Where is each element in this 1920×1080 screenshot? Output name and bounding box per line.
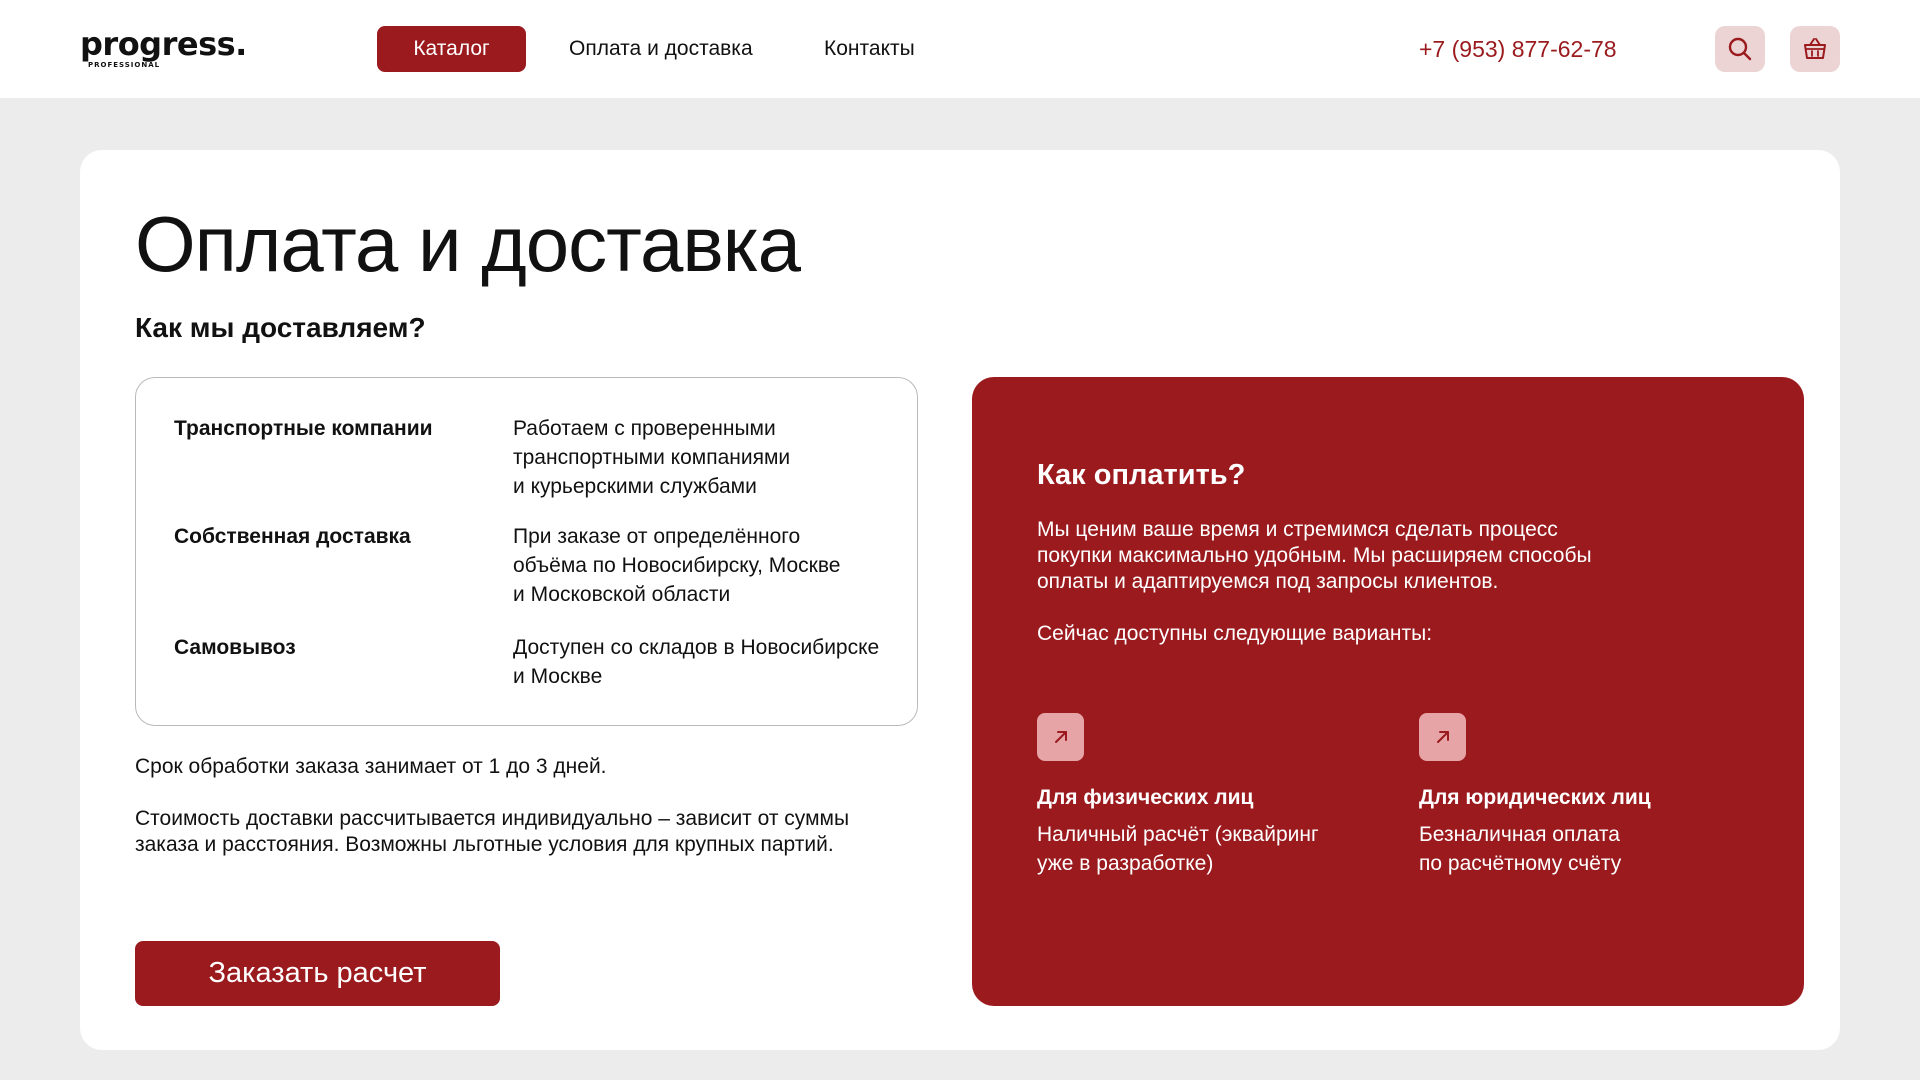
delivery-method-desc: При заказе от определённого объёма по Новосибирску, Москве и Московской области <box>513 525 841 606</box>
delivery-methods-box <box>135 377 918 726</box>
payment-option-link[interactable] <box>1037 713 1084 761</box>
delivery-method-desc: Доступен со складов в Новосибирске и Москве <box>513 636 880 688</box>
logo-wordmark: progress. <box>80 25 247 63</box>
cart-button[interactable] <box>1790 26 1840 72</box>
payment-option-title: Для физических лиц <box>1037 786 1254 809</box>
nav-payment-delivery-link[interactable]: Оплата и доставка <box>569 37 753 60</box>
search-icon <box>1727 36 1753 62</box>
site-header <box>0 0 1920 98</box>
delivery-method-desc: Работаем с проверенными транспортными компаниями и курьерскими службами <box>513 417 791 498</box>
payment-options-lead: Сейчас доступны следующие варианты: <box>1037 622 1433 645</box>
payment-panel <box>972 377 1804 1006</box>
logo-subtitle: PROFESSIONAL <box>88 61 161 69</box>
delivery-cost-note: Стоимость доставки рассчитывается индивидуально – зависит от суммы заказа и расстояния. Возможны льготные условия для крупных партий. <box>135 807 850 856</box>
nav-catalog-button[interactable]: Каталог <box>377 26 526 72</box>
payment-intro-text: Мы ценим ваше время и стремимся сделать процесс покупки максимально удобным. Мы расширяем способы оплаты и адаптируемся под запросы клиентов. <box>1037 518 1592 593</box>
payment-option-companies <box>1419 713 1759 878</box>
payment-heading: Как оплатить? <box>1037 459 1246 491</box>
cart-icon <box>1802 36 1828 62</box>
content-card <box>80 150 1840 1050</box>
logo[interactable] <box>80 25 247 72</box>
delivery-heading: Как мы доставляем? <box>135 312 426 343</box>
delivery-method-name: Самовывоз <box>174 636 296 659</box>
payment-option-desc: Безналичная оплата по расчётному счёту <box>1419 823 1622 875</box>
page-title: Оплата и доставка <box>135 200 801 288</box>
delivery-method-name: Транспортные компании <box>174 417 433 440</box>
phone-number-link[interactable]: +7 (953) 877-62-78 <box>1419 36 1617 62</box>
order-calculation-button[interactable]: Заказать расчет <box>135 941 500 1006</box>
arrow-up-right-icon <box>1433 727 1453 747</box>
delivery-method-name: Собственная доставка <box>174 525 411 548</box>
arrow-up-right-icon <box>1051 727 1071 747</box>
payment-option-desc: Наличный расчёт (эквайринг уже в разработке) <box>1037 823 1319 875</box>
search-button[interactable] <box>1715 26 1765 72</box>
payment-option-link[interactable] <box>1419 713 1466 761</box>
nav-contacts-link[interactable]: Контакты <box>824 37 915 60</box>
payment-option-individuals <box>1037 713 1377 878</box>
processing-time-note: Срок обработки заказа занимает от 1 до 3 дней. <box>135 755 607 778</box>
payment-option-title: Для юридических лиц <box>1419 786 1651 809</box>
